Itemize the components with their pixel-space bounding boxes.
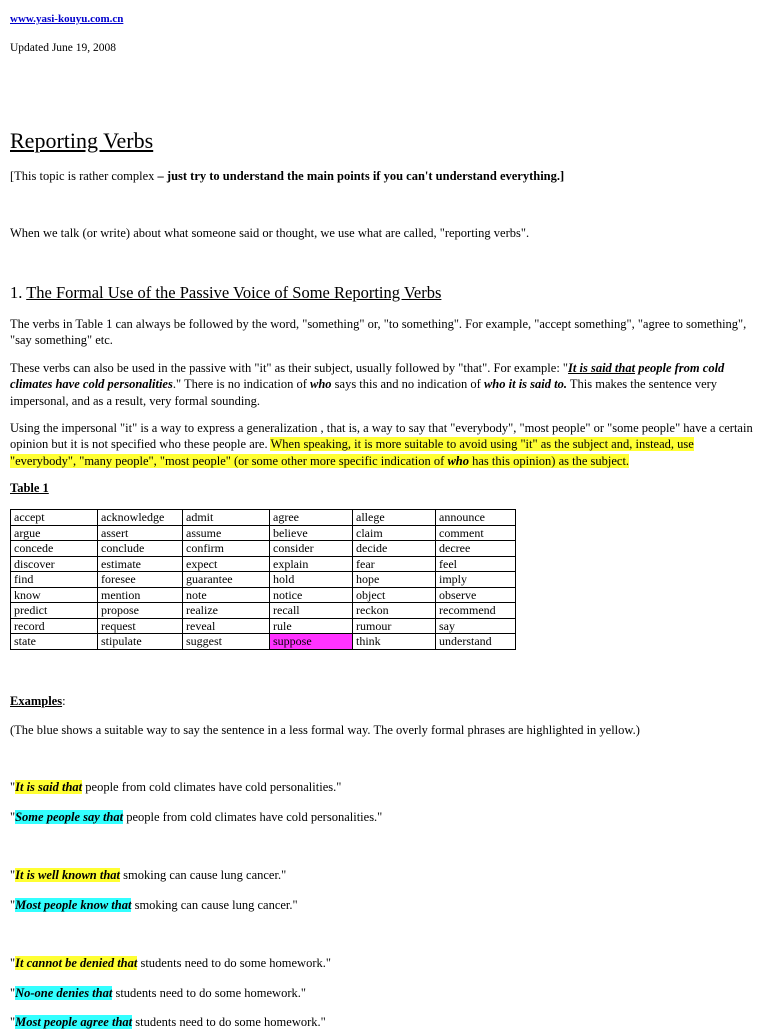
table-cell: suppose (270, 634, 353, 650)
formal-phrase-highlight: It cannot be denied that (15, 956, 138, 970)
table-cell: rule (270, 618, 353, 634)
table-cell: recall (270, 603, 353, 619)
table-row (11, 587, 516, 603)
formal-phrase-highlight: It is well known that (15, 868, 121, 882)
table-cell: estimate (98, 556, 183, 572)
table-cell: feel (436, 556, 516, 572)
table-cell: argue (11, 525, 98, 541)
table-cell: accept (11, 510, 98, 526)
table-cell: hold (270, 572, 353, 588)
table-cell: decree (436, 541, 516, 557)
section-1-paragraph-2: These verbs can also be used in the passive with "it" as their subject, usually followed by "that". For example: "It is said that people from cold climates have cold personalities." There is no indication of who says this and no indication of who it is said to. This makes the sentence very impersonal, and as a result, very formal sounding. (10, 361, 725, 408)
informal-phrase-highlight: No-one denies that (15, 986, 113, 1000)
table-cell: hope (353, 572, 436, 588)
example-sentence: "It cannot be denied that students need to do some homework." (10, 956, 331, 970)
table-cell: admit (183, 510, 270, 526)
updated-date: Updated June 19, 2008 (10, 42, 117, 54)
reporting-verbs-table (10, 509, 516, 650)
table-cell: state (11, 634, 98, 650)
informal-phrase-highlight: Most people agree that (15, 1015, 133, 1029)
table-cell: confirm (183, 541, 270, 557)
table-cell: agree (270, 510, 353, 526)
table-cell: stipulate (98, 634, 183, 650)
section-1-heading: 1. The Formal Use of the Passive Voice of Some Reporting Verbs (10, 283, 442, 302)
examples-note: (The blue shows a suitable way to say the sentence in a less formal way. The overly formal phrases are highlighted in yellow.) (10, 723, 640, 737)
table-cell: assume (183, 525, 270, 541)
table-row (11, 634, 516, 650)
table-cell: rumour (353, 618, 436, 634)
site-link[interactable]: www.yasi-kouyu.com.cn (10, 13, 124, 25)
table-cell: decide (353, 541, 436, 557)
examples-heading: Examples: (10, 694, 66, 708)
table-cell: mention (98, 587, 183, 603)
table-cell: observe (436, 587, 516, 603)
table-cell: notice (270, 587, 353, 603)
table-cell: say (436, 618, 516, 634)
table-cell: expect (183, 556, 270, 572)
table-cell: explain (270, 556, 353, 572)
table-cell: assert (98, 525, 183, 541)
table-cell: suggest (183, 634, 270, 650)
table-cell: understand (436, 634, 516, 650)
formal-note-highlight: When speaking, it is more suitable to avoid using "it" as the subject and, instead, use "everybody", "many people", "most people" (or some other more specific indication of who has this opinion) as the subject. (10, 437, 694, 468)
example-sentence: "It is well known that smoking can cause lung cancer." (10, 868, 287, 882)
formal-phrase-highlight: It is said that (15, 780, 83, 794)
table-cell: concede (11, 541, 98, 557)
table-row (11, 541, 516, 557)
table-cell: guarantee (183, 572, 270, 588)
table-cell: fear (353, 556, 436, 572)
table-cell: know (11, 587, 98, 603)
table-row (11, 572, 516, 588)
table-cell: predict (11, 603, 98, 619)
section-1-paragraph-3: Using the impersonal "it" is a way to express a generalization , that is, a way to say that "everybody", "most people" or "some people" have a certain opinion but it is not specified who these people are. When speaking, it is more suitable to avoid using "it" as the subject and, instead, use "everybody", "many people", "most people" (or some other more specific indication of who has this opinion) as the subject. (10, 421, 753, 468)
table-cell: realize (183, 603, 270, 619)
table-row (11, 603, 516, 619)
table-caption: Table 1 (10, 481, 49, 495)
table-cell: propose (98, 603, 183, 619)
table-row (11, 556, 516, 572)
example-sentence: "No-one denies that students need to do some homework." (10, 986, 306, 1000)
section-1-paragraph-1: The verbs in Table 1 can always be followed by the word, "something" or, "to something". For example, "accept something", "agree to something", "say something" etc. (10, 317, 747, 348)
example-sentence: "It is said that people from cold climates have cold personalities." (10, 780, 342, 794)
table-cell: announce (436, 510, 516, 526)
table-cell: think (353, 634, 436, 650)
table-cell: allege (353, 510, 436, 526)
example-sentence: "Most people know that smoking can cause lung cancer." (10, 898, 298, 912)
table-cell: object (353, 587, 436, 603)
example-sentence: "Most people agree that students need to do some homework." (10, 1015, 326, 1029)
table-cell: consider (270, 541, 353, 557)
table-cell: note (183, 587, 270, 603)
table-row (11, 510, 516, 526)
table-cell: believe (270, 525, 353, 541)
table-row (11, 525, 516, 541)
table-cell: imply (436, 572, 516, 588)
table-cell: comment (436, 525, 516, 541)
informal-phrase-highlight: Most people know that (15, 898, 132, 912)
table-cell: recommend (436, 603, 516, 619)
table-cell: find (11, 572, 98, 588)
intro-paragraph: When we talk (or write) about what someone said or thought, we use what are called, "reporting verbs". (10, 226, 530, 240)
complexity-note: [This topic is rather complex – just try to understand the main points if you can't understand everything.] (10, 169, 565, 183)
table-cell: foresee (98, 572, 183, 588)
informal-phrase-highlight: Some people say that (15, 810, 124, 824)
table-cell: discover (11, 556, 98, 572)
page-title: Reporting Verbs (10, 128, 154, 153)
table-cell: request (98, 618, 183, 634)
table-cell: reveal (183, 618, 270, 634)
example-sentence: "Some people say that people from cold climates have cold personalities." (10, 810, 383, 824)
table-cell: reckon (353, 603, 436, 619)
table-cell: acknowledge (98, 510, 183, 526)
table-row (11, 618, 516, 634)
table-cell: conclude (98, 541, 183, 557)
table-cell: claim (353, 525, 436, 541)
table-cell: record (11, 618, 98, 634)
